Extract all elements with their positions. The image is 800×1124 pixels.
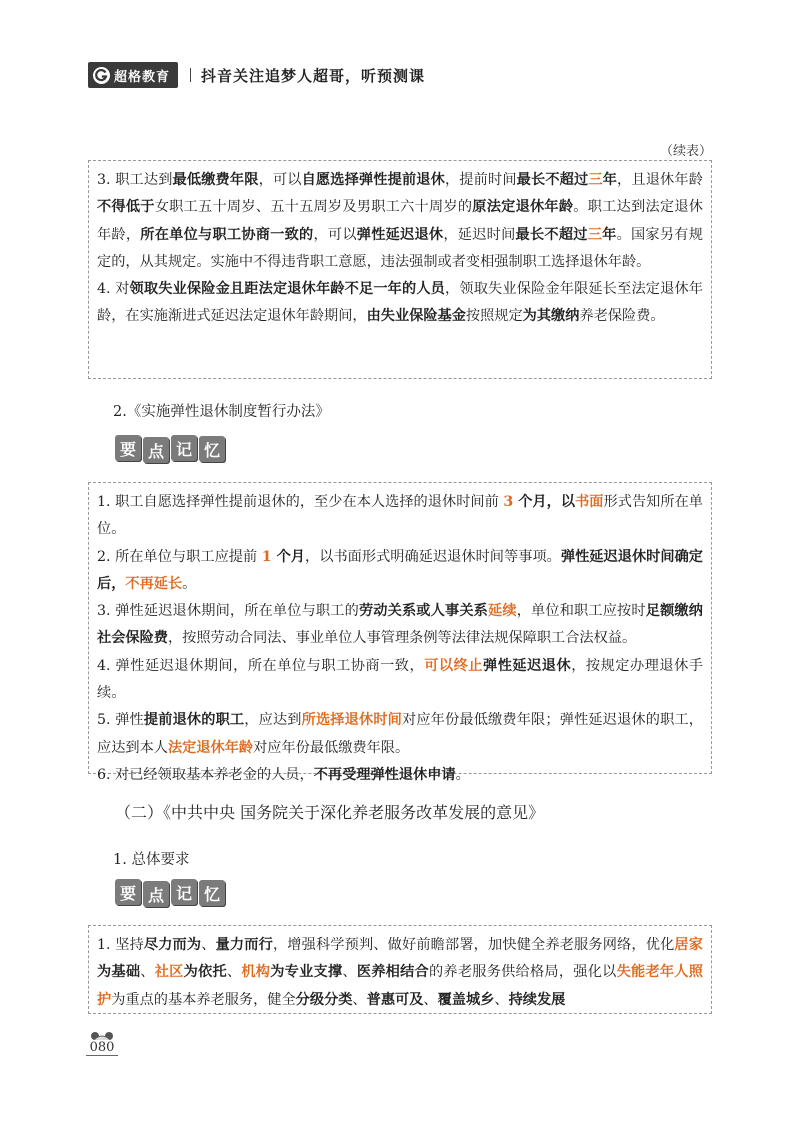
highlight-text: 不再延长 (125, 575, 183, 592)
body-text: 。职工达到法定退休年龄， (97, 199, 703, 243)
bold-text: 提前退休的职工 (143, 712, 245, 729)
bold-text: 年 (602, 226, 617, 243)
bold-text: 弹性延迟退休 (483, 657, 572, 674)
body-text: 对应年份最低缴费年限；弹性延迟退休的职工，应达到本人 (97, 712, 703, 756)
body-text: 、 (352, 991, 367, 1008)
bold-text: 弹性延迟退休时间确定后， (97, 548, 703, 592)
body-text: ，领取失业保险金年限延长至法定退休年龄，在实施渐进式延迟法定退休年龄期间， (97, 281, 703, 325)
body-text: ，应达到 (244, 712, 302, 729)
bold-text: 足额缴纳社会保险费 (97, 603, 703, 647)
highlight-text: 法定退休年龄 (167, 739, 254, 756)
body-text: 。 (455, 766, 470, 783)
highlight-text: 书面 (575, 494, 604, 510)
box1-paragraph-4 (97, 276, 703, 331)
body-text: 1. 职工自愿选择弹性提前退休的，至少在本人选择的退休时间前 (97, 494, 504, 510)
body-text: ，单位和职工应按时 (516, 603, 646, 620)
body-text: 。国家另有规定的，从其规定。实施中不得违背职工意愿，违法强制或者变相强制职工选择退休年龄。 (97, 226, 703, 270)
highlight-text: 三 (587, 226, 603, 243)
header-divider (190, 68, 191, 82)
body-text: 4. 弹性延迟退休期间，所在单位与职工协商一致， (97, 657, 425, 674)
bold-text: 尽力而为 (143, 937, 202, 953)
body-text: 3. 职工达到 (97, 172, 173, 188)
bold-text: 所在单位与职工协商一致的 (140, 226, 314, 243)
tag-char: 要 (115, 435, 141, 461)
highlight-text: 机构 (241, 964, 271, 981)
body-text: 按照规定 (465, 308, 523, 325)
bold-text: 为依托 (183, 964, 227, 981)
bold-text: 劳动关系或人事关系 (358, 603, 488, 620)
logo-g-icon (93, 67, 110, 84)
bold-text: 为基础 (97, 964, 141, 981)
box2-paragraph-6 (97, 762, 703, 789)
bold-text: 分级分类 (295, 991, 353, 1008)
logo-text: 超格教育 (114, 69, 171, 85)
bold-text: 原法定退休年龄 (472, 199, 574, 216)
box2-paragraph-4 (97, 653, 703, 708)
body-text: ，且退休年龄 (617, 172, 703, 188)
bold-text: 最长不超过 (516, 172, 589, 188)
page-header (88, 62, 425, 88)
bold-text: 为其缴纳 (522, 308, 580, 325)
body-text: 形式告知所在单位。 (97, 494, 703, 538)
bold-text: 覆盖城乡 (437, 991, 495, 1008)
body-text: 对应年份最低缴费年限。 (253, 739, 410, 756)
body-text: 5. 弹性 (97, 712, 144, 729)
body-text: 2. 所在单位与职工应提前 (97, 548, 262, 565)
body-text: 为重点的基本养老服务，健全 (111, 991, 296, 1008)
table-box-continued (88, 160, 712, 379)
tag-char: 记 (171, 879, 197, 905)
key-points-tag (115, 879, 225, 907)
bold-text: 个月 (271, 548, 306, 565)
panda-ears-icon (90, 1030, 114, 1040)
body-text: ，可以 (313, 226, 357, 243)
highlight-text: 居家 (674, 937, 703, 953)
bold-text: 自愿选择弹性提前退休 (301, 172, 445, 188)
tag-char: 忆 (199, 880, 225, 906)
tag-char: 记 (171, 435, 197, 461)
body-text: 6. 对已经领取基本养老金的人员， (97, 766, 314, 783)
highlight-text: 可以终止 (424, 657, 483, 674)
subheading-flexible-retirement: 2.《实施弹性退休制度暂行办法》 (113, 404, 330, 420)
tag-char: 忆 (199, 436, 225, 462)
bold-text: 普惠可及 (366, 991, 424, 1008)
section-title: （二）《中共中央 国务院关于深化养老服务改革发展的意见》 (115, 803, 545, 822)
bold-text: 弹性延迟退休 (356, 226, 444, 243)
body-text: ，按规定办理退休手续。 (97, 657, 703, 702)
bold-text: 个月，以 (513, 494, 576, 510)
body-text: ，延迟时间 (443, 226, 516, 243)
bold-text: 最低缴费年限 (172, 172, 259, 188)
key-points-box-elderly-care (88, 925, 712, 1014)
body-text: ，以书面形式明确延迟退休时间等事项。 (305, 548, 561, 565)
box2-paragraph-3 (97, 598, 703, 653)
bold-text: 不再受理弹性退休申请 (313, 766, 456, 783)
body-text: ，提前时间 (444, 172, 517, 188)
box1-paragraph-3 (97, 167, 703, 276)
body-text: 1. 坚持 (97, 937, 144, 953)
bold-text: 年 (602, 172, 618, 188)
body-text: ，按照劳动合同法、事业单位人事管理条例等法律法规保障职工合法权益。 (167, 630, 637, 647)
box2-paragraph-1 (97, 489, 703, 544)
key-points-box-flexible-retirement (88, 482, 712, 783)
body-text: 4. 对 (97, 281, 130, 298)
body-text: 、 (423, 991, 438, 1008)
tag-char: 点 (143, 881, 169, 907)
box3-paragraph-1 (97, 932, 703, 1014)
bold-text: 医养相结合 (356, 964, 429, 981)
bold-text: 不得低于 (97, 199, 155, 216)
page-number-text: 080 (86, 1040, 118, 1056)
body-text: ，可以 (258, 172, 302, 188)
box2-paragraph-5 (97, 707, 703, 762)
tag-char: 点 (143, 437, 169, 463)
highlight-text: 三 (588, 172, 603, 188)
highlight-text: 延续 (488, 603, 517, 620)
bold-text: 由失业保险基金 (366, 308, 466, 325)
highlight-text: 3 (503, 494, 514, 510)
bold-text: 最长不超过 (515, 226, 588, 243)
body-text: 3. 弹性延迟退休期间，所在单位与职工的 (97, 603, 359, 620)
continued-label: （续表） (659, 144, 712, 159)
subheading-overall-requirements: 1. 总体要求 (113, 852, 190, 868)
bold-text: 为专业支撑 (270, 964, 343, 981)
tag-char: 要 (115, 879, 141, 905)
highlight-text: 社区 (154, 964, 184, 981)
body-text: 、 (140, 964, 155, 981)
bold-text: 领取失业保险金且距法定退休年龄不足一年的人员 (129, 281, 446, 298)
body-text: ，增强科学预判、做好前瞻部署，加快健全养老服务网络，优化 (272, 937, 675, 953)
highlight-text: 所选择退休时间 (301, 712, 402, 729)
body-text: 养老保险费。 (579, 308, 665, 325)
body-text: 的养老服务供给格局，强化以 (428, 964, 617, 981)
header-slogan: 抖音关注追梦人超哥，听预测课 (201, 66, 426, 85)
body-text: 女职工五十周岁、五十五周岁及男职工六十周岁的 (154, 199, 473, 216)
body-text: 。 (182, 575, 197, 592)
box2-paragraph-2 (97, 544, 703, 599)
brand-logo (88, 62, 178, 88)
body-text: 、 (201, 937, 216, 953)
bold-text: 持续发展 (508, 991, 566, 1008)
body-text: 、 (342, 964, 357, 981)
page-number (86, 1030, 118, 1060)
key-points-tag (115, 435, 225, 463)
highlight-text: 失能老年人照护 (97, 964, 703, 1008)
body-text: 、 (494, 991, 509, 1008)
highlight-text: 1 (261, 548, 272, 565)
body-text: 、 (226, 964, 242, 981)
bold-text: 量力而行 (215, 937, 273, 953)
